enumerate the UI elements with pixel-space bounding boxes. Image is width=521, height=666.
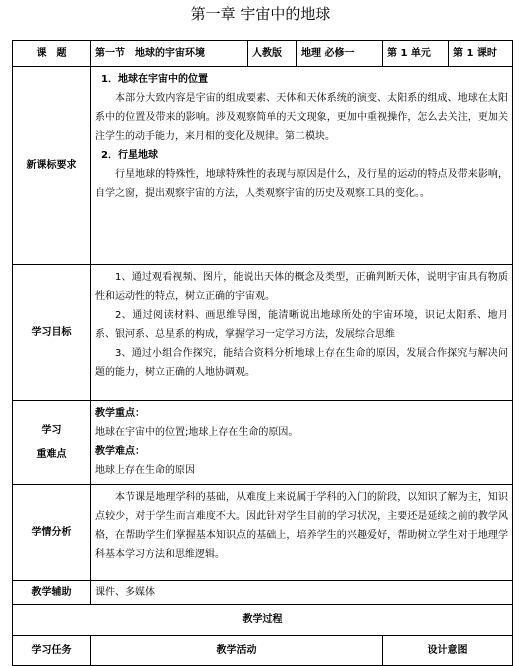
process-title: 教学过程 <box>13 605 513 636</box>
objective-item: 1、通过观看视频、图片，能说出天体的概念及类型，正确判断天体，说明宇宙具有物质性和运动性的特点，树立正确的宇宙观。 <box>95 272 508 302</box>
objectives-row <box>13 265 513 401</box>
objective-item: 2、通过阅读材料、画思维导图，能清晰说出地球所处的宇宙环境，识记太阳系、地月系、银河系、总星系的构成，掌握学习一定学习方法，发展综合思维 <box>95 310 508 340</box>
key-points-row <box>13 401 513 485</box>
col-design: 设计意图 <box>383 636 513 666</box>
period: 第 1 课时 <box>449 41 513 67</box>
curriculum-heading-1: 1．地球在宇宙中的位置 <box>101 74 208 85</box>
edition: 人教版 <box>248 41 297 67</box>
col-activity: 教学活动 <box>91 636 383 666</box>
objective-item: 3、通过小组合作探究，能结合资料分析地球上存在生命的原因，发展合作探究与解决问题的能力，树立正确的人地协调观。 <box>95 348 508 378</box>
analysis-row <box>13 485 513 581</box>
focus-label: 教学重点： <box>95 408 145 419</box>
aids-text: 课件、多媒体 <box>91 581 513 605</box>
curriculum-text-1: 本部分大致内容是宇宙的组成要素、天体和天体系统的演变、太阳系的组成、地球在太阳系中的位置及带来的影响。涉及观察简单的天文现象，更加中重视操作，怎么去关注，更加关注学生的动手能力，来月相的变化及规律。第二模块。 <box>95 93 508 142</box>
aids-row <box>13 581 513 605</box>
lesson-title: 第一节 地球的宇宙环境 <box>91 41 248 67</box>
header-row <box>13 41 513 67</box>
focus-text: 地球在宇宙中的位置;地球上存在生命的原因。 <box>95 427 299 438</box>
lesson-plan-table <box>12 40 513 666</box>
curriculum-row <box>13 67 513 265</box>
analysis-text: 本节课是地理学科的基础，从难度上来说属于学科的入门的阶段，以知识了解为主，知识点较少，对于学生而言难度不大。因此针对学生目前的学习状况，主要还是延续之前的教学风格，在帮助学生们掌握基本知识点的基础上，培养学生的兴趣爱好，帮助树立学生对于地理学科基本学习方法和思维逻辑。 <box>95 492 508 560</box>
subject: 地理 必修一 <box>297 41 383 67</box>
aids-label: 教学辅助 <box>13 581 91 605</box>
key-points-label-line1: 学习 <box>41 424 62 436</box>
key-points-label <box>13 401 91 485</box>
course-label: 课 题 <box>13 41 91 67</box>
process-title-row <box>13 605 513 636</box>
difficulty-label: 教学难点： <box>95 446 145 457</box>
difficulty-text: 地球上存在生命的原因 <box>95 465 195 476</box>
curriculum-heading-2: 2．行星地球 <box>101 150 158 161</box>
objectives-label: 学习目标 <box>13 265 91 401</box>
process-header-row <box>13 636 513 666</box>
key-points-label-line2: 重难点 <box>36 448 67 460</box>
col-task: 学习任务 <box>13 636 91 666</box>
analysis-label: 学情分析 <box>13 485 91 581</box>
chapter-title: 第一章 宇宙中的地球 <box>190 5 331 23</box>
curriculum-label: 新课标要求 <box>13 67 91 265</box>
unit: 第 1 单元 <box>383 41 449 67</box>
curriculum-text-2: 行星地球的特殊性，地球特殊性的表现与原因是什么，及行星的运动的特点及带来影响，自学之窗，提出观察宇宙的方法，人类观察宇宙的历史及观察工具的变化。。 <box>95 169 508 199</box>
